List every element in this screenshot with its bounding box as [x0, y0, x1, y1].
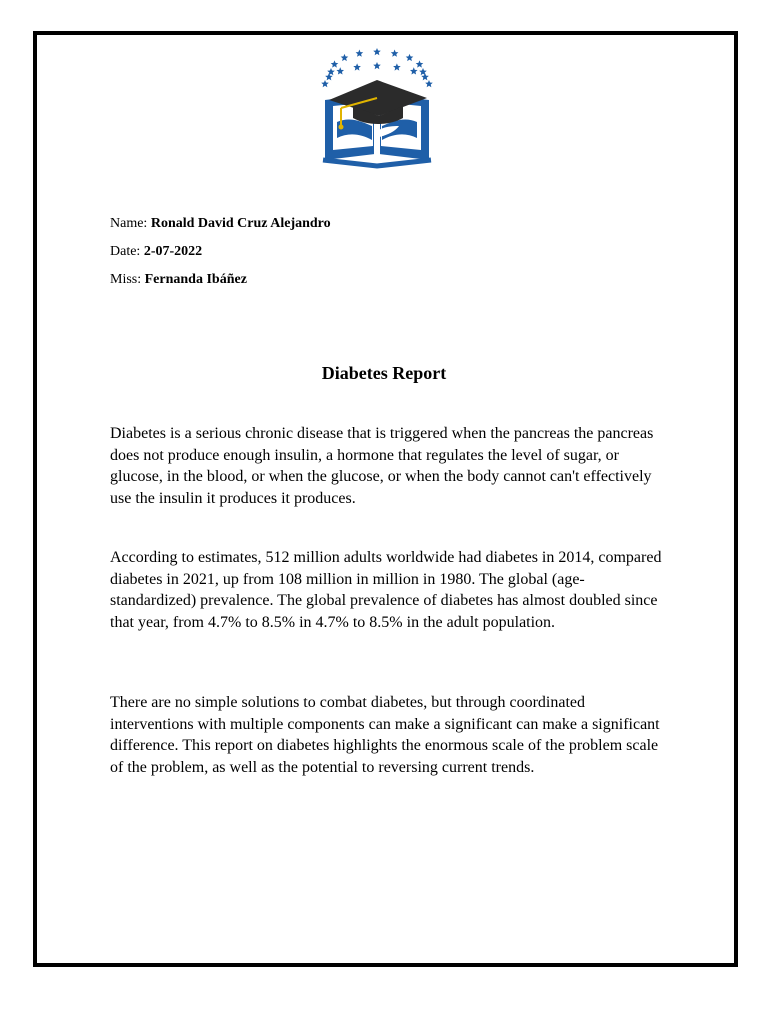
star-icon	[425, 80, 433, 87]
star-icon	[419, 68, 427, 75]
teacher-label: Miss:	[110, 272, 145, 287]
star-icon	[373, 62, 381, 69]
report-date: 2-07-2022	[143, 244, 203, 259]
name-line	[110, 215, 331, 233]
name-label: Name:	[110, 216, 151, 231]
star-icon	[410, 67, 418, 74]
graduation-logo-icon	[315, 42, 439, 170]
document-title: Diabetes Report	[321, 363, 447, 383]
teacher-name: Fernanda Ibáñez	[144, 272, 247, 287]
date-label: Date:	[110, 244, 144, 259]
student-name: Ronald David Cruz Alejandro	[150, 216, 331, 231]
paragraph-statistics: According to estimates, 512 million adults worldwide had diabetes in 2014, compared diabetes in 2021, up from 108 million in million in 1980. The global (age-standardized) prevalence. The global prevalence of diabetes has almost doubled since that year, from 4.7% to 8.5% in 4.7% to 8.5% in the adult population.	[110, 549, 662, 631]
star-icon	[353, 63, 361, 70]
star-icon	[336, 67, 344, 74]
star-icon	[416, 60, 424, 67]
star-icon	[327, 68, 335, 75]
star-icon	[373, 48, 381, 55]
date-line	[110, 243, 202, 261]
star-icon	[421, 73, 429, 80]
star-icon	[356, 50, 364, 57]
paragraph-intro: Diabetes is a serious chronic disease that is triggered when the pancreas the pancreas does not produce enough insulin, a hormone that regulates the level of sugar, or glucose, in the blood, or when the glucose, or when the body cannot can't effectively use the insulin it produces it produces.	[110, 425, 654, 507]
paragraph-solutions: There are no simple solutions to combat diabetes, but through coordinated interventions with multiple components can make a significant can make a significant difference. This report on diabetes highlights the enormous scale of the problem scale of the problem, as well as the potential to reversing current trends.	[110, 694, 660, 776]
star-icon	[406, 54, 414, 61]
teacher-line	[110, 271, 247, 289]
star-icon	[341, 54, 349, 61]
star-icon	[321, 80, 329, 87]
star-icon	[325, 73, 333, 80]
star-icon	[331, 60, 339, 67]
star-icon	[393, 63, 401, 70]
star-icon	[391, 50, 399, 57]
